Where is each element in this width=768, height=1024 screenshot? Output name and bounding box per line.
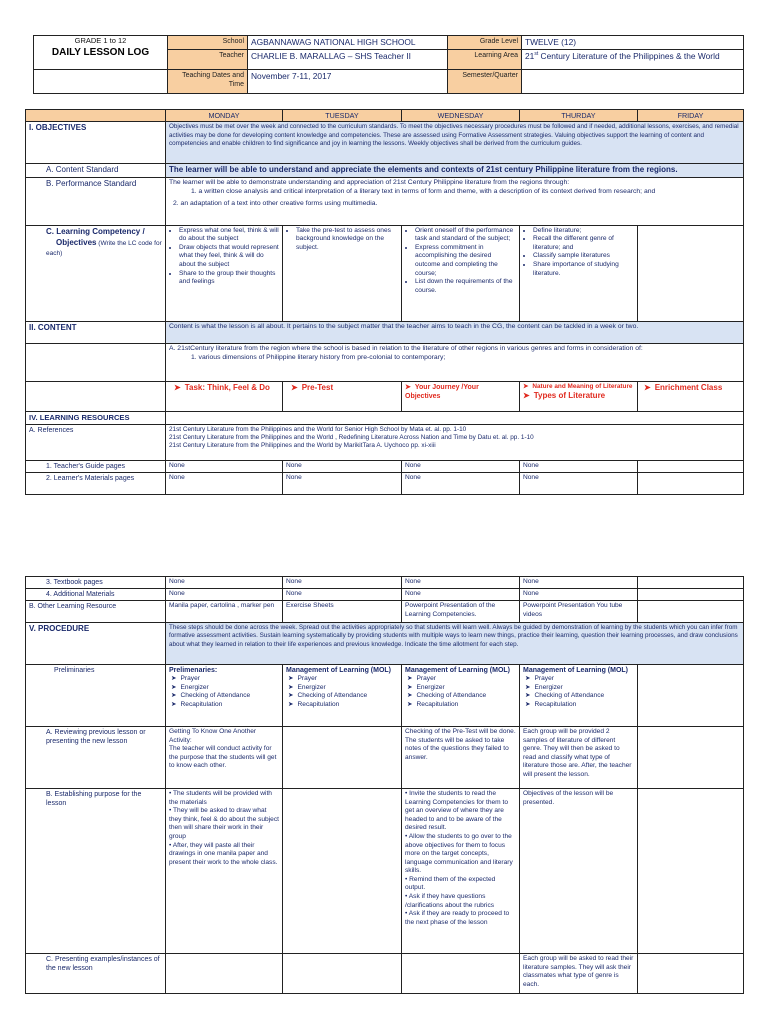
topic-tuesday: ➤ Pre-Test [283,381,402,411]
competency-item: • Share to the group their thoughts and feelings [179,270,279,287]
content-blank [26,343,166,381]
arrow-icon [644,383,655,392]
teachers-guide-thursday: None [520,460,638,472]
preliminaries-monday: Prelimenaries: ➤ Prayer ➤ Energizer ➤ Checking of Attendance ➤ Recapitulation [166,665,283,727]
arrow-icon [288,692,298,699]
purpose-line: • Invite the students to read the Learning Competencies for them to get an overview of where they are headed to and to be aware of the desired result. [405,790,508,832]
lesson-table-page-2 [25,576,744,994]
arrow-icon [407,701,417,708]
textbook-label: 3. Textbook pages [26,577,166,589]
arrow-icon [405,384,415,391]
learners-materials-tuesday: None [283,472,402,494]
references-label: A. References [26,424,166,460]
content-intro: Content is what the lesson is all about. It pertains to the subject matter that the teacher aims to teach in the CG, the content can be tackled in a week or two. [166,321,744,343]
preliminary-item: ➤ Energizer [169,684,279,693]
objectives-text: Objectives must be met over the week and connected to the curriculum standards. To meet the objectives necessary procedures must be followed and if needed, additional lessons, exercises, and remedial activities may be done for developing content knowledge and competencies. These are assessed using Formative Assessment strategies. Valuing objectives support the learning of content and competencies and enable children to find significance and joy in learning the lessons. Weekly objectives shall be derived from the curriculum guides. [166,122,744,164]
purpose-wednesday [402,789,520,954]
reviewing-tuesday [283,727,402,789]
competency-wednesday [402,225,520,321]
preliminary-item: ➤ Checking of Attendance [523,692,634,701]
arrow-icon [171,675,181,682]
day-header-wednesday: WEDNESDAY [402,110,520,122]
procedure-intro: These steps should be done across the week. Spread out the activities appropriately so that students will learn well. Always be guided by demonstration of learning by the students which you can infer from formative assessment activities. Sustain learning systematically by providing students with multiple ways to learn new things, practice their learning, question their learning processes, and draw conclusions about what they learned in relation to their life experiences and previous knowledge. Indicate the time allotment for each step. [166,623,744,665]
preliminary-item: ➤ Energizer [405,684,516,693]
preliminaries-friday [638,665,744,727]
content-topics-blank [26,381,166,411]
learning-area-value: 21st Century Literature of the Philippines & the World [522,50,744,70]
competency-thursday [520,225,638,321]
arrow-icon [407,692,417,699]
preliminary-item: ➤ Recapitulation [169,701,279,710]
additional-monday: None [166,589,283,601]
grade-title-cell [34,36,168,70]
lesson-table-page-1 [25,109,744,495]
presenting-label: C. Presenting examples/instances of the new lesson [26,954,166,994]
teachers-guide-friday [638,460,744,472]
semester-value [522,70,744,94]
purpose-line: • Ask if they are ready to proceed to the next phase of the lesson [405,910,510,926]
other-resource-friday [638,601,744,623]
other-resource-wednesday: Powerpoint Presentation of the Learning Competencies. [402,601,520,623]
purpose-line: • The students will be provided with the materials [169,790,272,806]
arrow-icon [525,692,535,699]
grade-label: GRADE 1 to 12 [74,36,127,45]
preliminaries-wednesday: Management of Learning (MOL) ➤ Prayer ➤ Energizer ➤ Checking of Attendance ➤ Recapitulation [402,665,520,727]
learning-resources-blank [166,411,744,424]
additional-wednesday: None [402,589,520,601]
preliminary-item: ➤ Prayer [169,675,279,684]
learners-materials-thursday: None [520,472,638,494]
competency-monday [166,225,283,321]
additional-materials-label: 4. Additional Materials [26,589,166,601]
reference-1: 21st Century Literature from the Philippines and the World for Senior High School by Mata et. al. pp. 1-10 [169,425,467,433]
grade-level-label: Grade Level [448,36,522,50]
competency-item: • Share importance of studying literature. [533,261,634,278]
preliminary-item: ➤ Prayer [523,675,634,684]
teaching-dates-value: November 7-11, 2017 [248,70,448,94]
learners-materials-wednesday: None [402,472,520,494]
header-table [33,35,744,94]
content-a-cell [166,343,744,381]
preliminaries-thursday: Management of Learning (MOL) ➤ Prayer ➤ Energizer ➤ Checking of Attendance ➤ Recapitulation [520,665,638,727]
additional-tuesday: None [283,589,402,601]
preliminary-item: ➤ Prayer [405,675,516,684]
arrow-icon [407,684,417,691]
purpose-line: • After, they will paste all their drawings in one manila paper and present their work to the whole class. [169,841,278,866]
content-a-text: A. 21stCentury literature from the region where the school is based in relation to the literature of other regions in various genres and forms in consideration of: [169,344,643,352]
textbook-wednesday: None [402,577,520,589]
other-resource-thursday: Powerpoint Presentation You tube videos [520,601,638,623]
presenting-wednesday [402,954,520,994]
learning-competency-label: C. Learning Competency / Objectives (Write the LC code for each) [26,225,166,321]
arrow-icon [288,701,298,708]
purpose-tuesday [283,789,402,954]
reviewing-label: A. Reviewing previous lesson or presenting the new lesson [26,727,166,789]
school-label: School [168,36,248,50]
competency-item: • Recall the different genre of literature; and [533,235,634,252]
purpose-line: • Remind them of the expected output. [405,875,496,892]
performance-standard-2: 2. an adaptation of a text into other creative forms using multimedia. [173,200,378,208]
content-label: II. CONTENT [26,321,166,343]
other-resource-monday: Manila paper, cartolina , marker pen [166,601,283,623]
learners-materials-monday: None [166,472,283,494]
additional-thursday: None [520,589,638,601]
presenting-thursday: Each group will be asked to read their literature samples. They will ask their classmates what type of genre is each. [520,954,638,994]
preliminary-item: ➤ Checking of Attendance [405,692,516,701]
arrow-icon [291,383,302,392]
learners-materials-label: 2. Learner's Materials pages [26,472,166,494]
textbook-tuesday: None [283,577,402,589]
reviewing-wednesday: Checking of the Pre-Test will be done. The students will be asked to take notes of the questions they failed to answer. [402,727,520,789]
reviewing-thursday: Each group will be provided 2 samples of literature of different genre. They will then be asked to read and classify what type of literature those are. After, the teacher will present the lesson. [520,727,638,789]
purpose-label: B. Establishing purpose for the lesson [26,789,166,954]
performance-standard-1: 1. a written close analysis and critical interpretation of a literary text in terms of form and theme, with a description of its context derived from research; and [191,187,656,195]
competency-item: • List down the requirements of the course. [415,278,516,295]
competency-item: • Classify sample literatures [533,252,634,261]
arrow-icon [288,675,298,682]
preliminary-item: ➤ Recapitulation [523,701,634,710]
teaching-dates-label: Teaching Dates and Time [168,70,248,94]
competency-item: • Define literature; [533,227,634,236]
arrow-icon [407,675,417,682]
content-standard-text: The learner will be able to understand and appreciate the elements and contexts of 21st century Philippine literature from the regions. [166,164,744,177]
topic-friday: ➤ Enrichment Class [638,381,744,411]
preliminary-item: ➤ Recapitulation [405,701,516,710]
competency-item: • Express what one feel, think & will do about the subject [179,227,279,244]
preliminary-item: ➤ Energizer [286,684,398,693]
arrow-icon [525,701,535,708]
school-value: AGBANNAWAG NATIONAL HIGH SCHOOL [248,36,448,50]
reference-2: 21st Century Literature from the Philippines and the World , Redefining Literature Across Nation and Time by Datu et. al. pp. 1-10 [169,433,534,441]
teachers-guide-tuesday: None [283,460,402,472]
day-header-blank [26,110,166,122]
purpose-line: • Ask if they have questions /clarifications about the rubrics [405,892,495,909]
day-header-thursday: THURDAY [520,110,638,122]
purpose-thursday: Objectives of the lesson will be presented. [520,789,638,954]
preliminary-item: ➤ Checking of Attendance [286,692,398,701]
objectives-label: I. OBJECTIVES [26,122,166,164]
arrow-icon [174,383,185,392]
reviewing-friday [638,727,744,789]
reference-3: 21st Century Literature from the Philippines and the World by MarikitTara A. Uychoco pp. xi-xiii [169,442,436,450]
competency-item: • Orient oneself of the performance task and standard of the subject; [415,227,516,244]
teachers-guide-monday: None [166,460,283,472]
learning-area-label: Learning Area [448,50,522,70]
performance-standard-cell [166,177,744,225]
preliminary-item: ➤ Energizer [523,684,634,693]
competency-item: • Take the pre-test to assess ones background knowledge on the subject. [296,227,398,253]
content-a-1: 1. various dimensions of Philippine literary history from pre-colonial to contemporary; [191,353,446,361]
preliminary-item: ➤ Recapitulation [286,701,398,710]
competency-tuesday [283,225,402,321]
topic-wednesday: ➤ Your Journey /Your Objectives [402,381,520,411]
other-resource-tuesday: Exercise Sheets [283,601,402,623]
grade-level-value: TWELVE (12) [522,36,744,50]
references-cell [166,424,744,460]
arrow-icon [525,684,535,691]
competency-item: • Express commitment in accomplishing the desired outcome and completing the course; [415,244,516,278]
arrow-icon [171,701,181,708]
procedure-label: V. PROCEDURE [26,623,166,665]
arrow-icon [288,684,298,691]
teachers-guide-wednesday: None [402,460,520,472]
additional-friday [638,589,744,601]
semester-label: Semester/Quarter [448,70,522,94]
preliminaries-label: Preliminaries [26,665,166,727]
textbook-monday: None [166,577,283,589]
purpose-monday [166,789,283,954]
performance-standard-intro: The learner will be able to demonstrate understanding and appreciation of 21st Century Philippine literature from the regions through: [169,178,570,186]
arrow-icon [171,684,181,691]
learning-resources-label: IV. LEARNING RESOURCES [26,411,166,424]
topic-monday: ➤ Task: Think, Feel & Do [166,381,283,411]
learners-materials-friday [638,472,744,494]
textbook-thursday: None [520,577,638,589]
blank-header-cell [34,70,168,94]
topic-thursday: ➤ Nature and Meaning of Literature ➤ Types of Literature [520,381,638,411]
preliminary-item: ➤ Checking of Attendance [169,692,279,701]
teacher-value: CHARLIE B. MARALLAG – SHS Teacher II [248,50,448,70]
teacher-label: Teacher [168,50,248,70]
presenting-tuesday [283,954,402,994]
purpose-line: • They will be asked to draw what they think, feel & do about the subject then will share their work in their group [169,807,279,840]
day-header-tuesday: TUESDAY [283,110,402,122]
reviewing-monday: Getting To Know One Another Activity: The teacher will conduct activity for the purpose that the students will get to know each other. [166,727,283,789]
arrow-icon [523,391,534,400]
arrow-icon [171,692,181,699]
competency-item: • Draw objects that would represent what they feel, think & will do about the subject [179,244,279,270]
presenting-monday [166,954,283,994]
presenting-friday [638,954,744,994]
daily-lesson-log-title: DAILY LESSON LOG [51,46,150,58]
teachers-guide-label: 1. Teacher's Guide pages [26,460,166,472]
performance-standard-label: B. Performance Standard [26,177,166,225]
purpose-friday [638,789,744,954]
purpose-line: • Allow the students to go over to the above objectives for them to focus more on the target concepts, language communication and literary skills. [405,833,513,875]
textbook-friday [638,577,744,589]
arrow-icon [525,675,535,682]
competency-friday [638,225,744,321]
preliminaries-tuesday: Management of Learning (MOL) ➤ Prayer ➤ Energizer ➤ Checking of Attendance ➤ Recapitulation [283,665,402,727]
arrow-icon [523,383,532,390]
day-header-monday: MONDAY [166,110,283,122]
preliminary-item: ➤ Prayer [286,675,398,684]
other-resource-label: B. Other Learning Resource [26,601,166,623]
day-header-friday: FRIDAY [638,110,744,122]
content-standard-label: A. Content Standard [26,164,166,177]
